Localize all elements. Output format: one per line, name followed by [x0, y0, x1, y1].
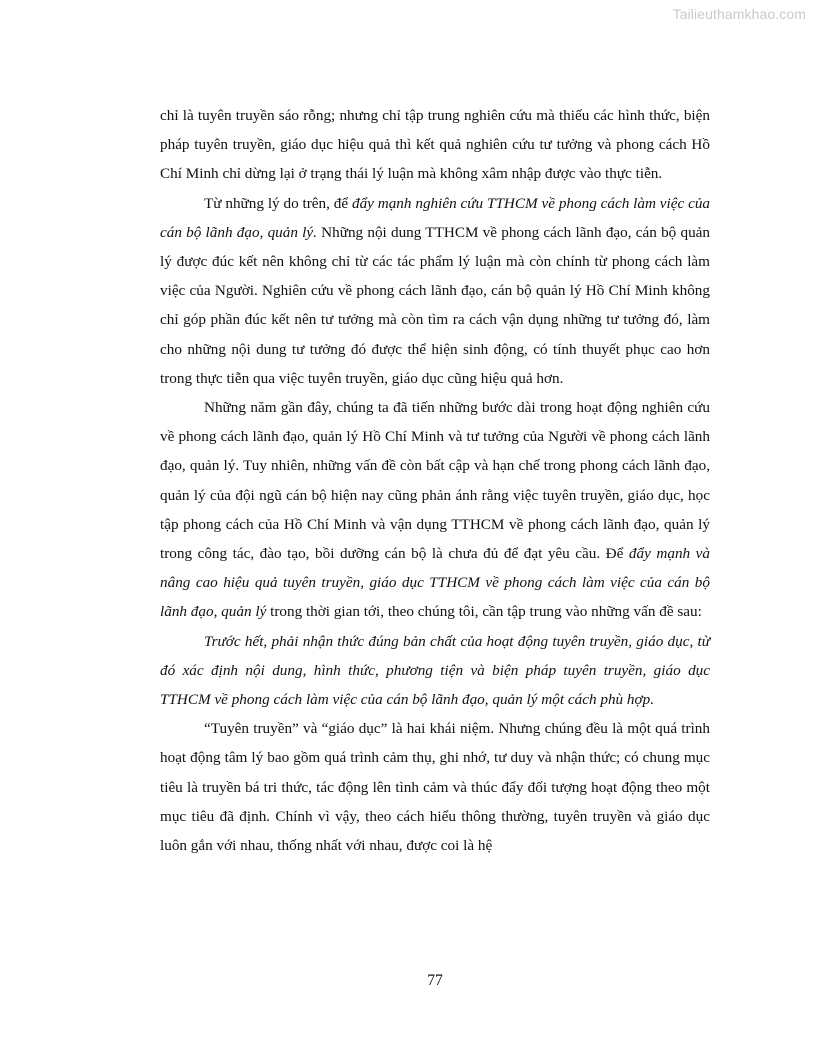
- paragraph-3: [160, 393, 710, 627]
- paragraph-text: Những năm gần đây, chúng ta đã tiến những bước dài trong hoạt động nghiên cứu về phong cách lãnh đạo, quản lý Hồ Chí Minh và tư tưởng của Người về phong cách lãnh đạo, quản lý. Tuy nhiên, những vấn đề còn bất cập và hạn chế trong phong cách lãnh đạo, quản lý của đội ngũ cán bộ hiện nay cũng phản ánh rằng việc tuyên truyền, giáo dục, học tập phong cách của Hồ Chí Minh và vận dụng TTHCM về phong cách lãnh đạo, quản lý trong công tác, đào tạo, bồi dưỡng cán bộ là chưa đủ để đạt yêu cầu. Để: [160, 399, 710, 563]
- paragraph-4: [160, 627, 710, 715]
- watermark: Tailieuthamkhao.com: [672, 6, 806, 22]
- paragraph-2: [160, 189, 710, 393]
- paragraph-emphasis: đẩy mạnh và nâng cao hiệu quả tuyên truyền, giáo dục TTHCM về phong cách làm việc của cán bộ lãnh đạo, quản lý: [160, 545, 710, 621]
- paragraph-text: Từ những lý do trên, để: [204, 194, 352, 212]
- paragraph-text: Những nội dung TTHCM về phong cách lãnh đạo, cán bộ quản lý được đúc kết nên không chỉ từ các tác phẩm lý luận mà còn chính từ phong cách làm việc của Người. Nghiên cứu về phong cách lãnh đạo, cán bộ quản lý Hồ Chí Minh không chỉ góp phần đúc kết nên tư tưởng mà còn tìm ra cách vận dụng những tư tưởng đó, làm cho những nội dung tư tưởng đó được thể hiện sinh động, có tính thuyết phục cao hơn trong thực tiễn qua việc tuyên truyền, giáo dục cũng hiệu quả hơn.: [160, 223, 710, 387]
- page-number: 77: [427, 972, 443, 989]
- paragraph-text: trong thời gian tới, theo chúng tôi, cần tập trung vào những vấn đề sau:: [266, 603, 702, 621]
- paragraph-text: “Tuyên truyền” và “giáo dục” là hai khái niệm. Nhưng chúng đều là một quá trình hoạt động tâm lý bao gồm quá trình cảm thụ, ghi nhớ, tư duy và nhận thức; có chung mục tiêu là truyền bá tri thức, tác động lên tình cảm và thúc đẩy đối tượng hoạt động theo một mục tiêu đã định. Chính vì vậy, theo cách hiểu thông thường, tuyên truyền và giáo dục luôn gắn với nhau, thống nhất với nhau, được coi là hệ: [160, 720, 710, 855]
- paragraph-5: [160, 714, 710, 860]
- paragraph-text: chỉ là tuyên truyền sáo rỗng; nhưng chỉ tập trung nghiên cứu mà thiếu các hình thức, biện pháp tuyên truyền, giáo dục hiệu quả thì kết quả nghiên cứu tư tưởng và phong cách Hồ Chí Minh chỉ dừng lại ở trạng thái lý luận mà không xâm nhập được vào thực tiễn.: [160, 107, 710, 183]
- paragraph-1: [160, 101, 710, 189]
- document-body: [160, 101, 710, 860]
- paragraph-emphasis: đẩy mạnh nghiên cứu TTHCM về phong cách làm việc của cán bộ lãnh đạo, quản lý.: [160, 194, 711, 241]
- paragraph-emphasis: Trước hết, phải nhận thức đúng bản chất của hoạt động tuyên truyền, giáo dục, từ đó xác định nội dung, hình thức, phương tiện và biện pháp tuyên truyền, giáo dục TTHCM về phong cách làm việc của cán bộ lãnh đạo, quản lý một cách phù hợp.: [160, 632, 710, 709]
